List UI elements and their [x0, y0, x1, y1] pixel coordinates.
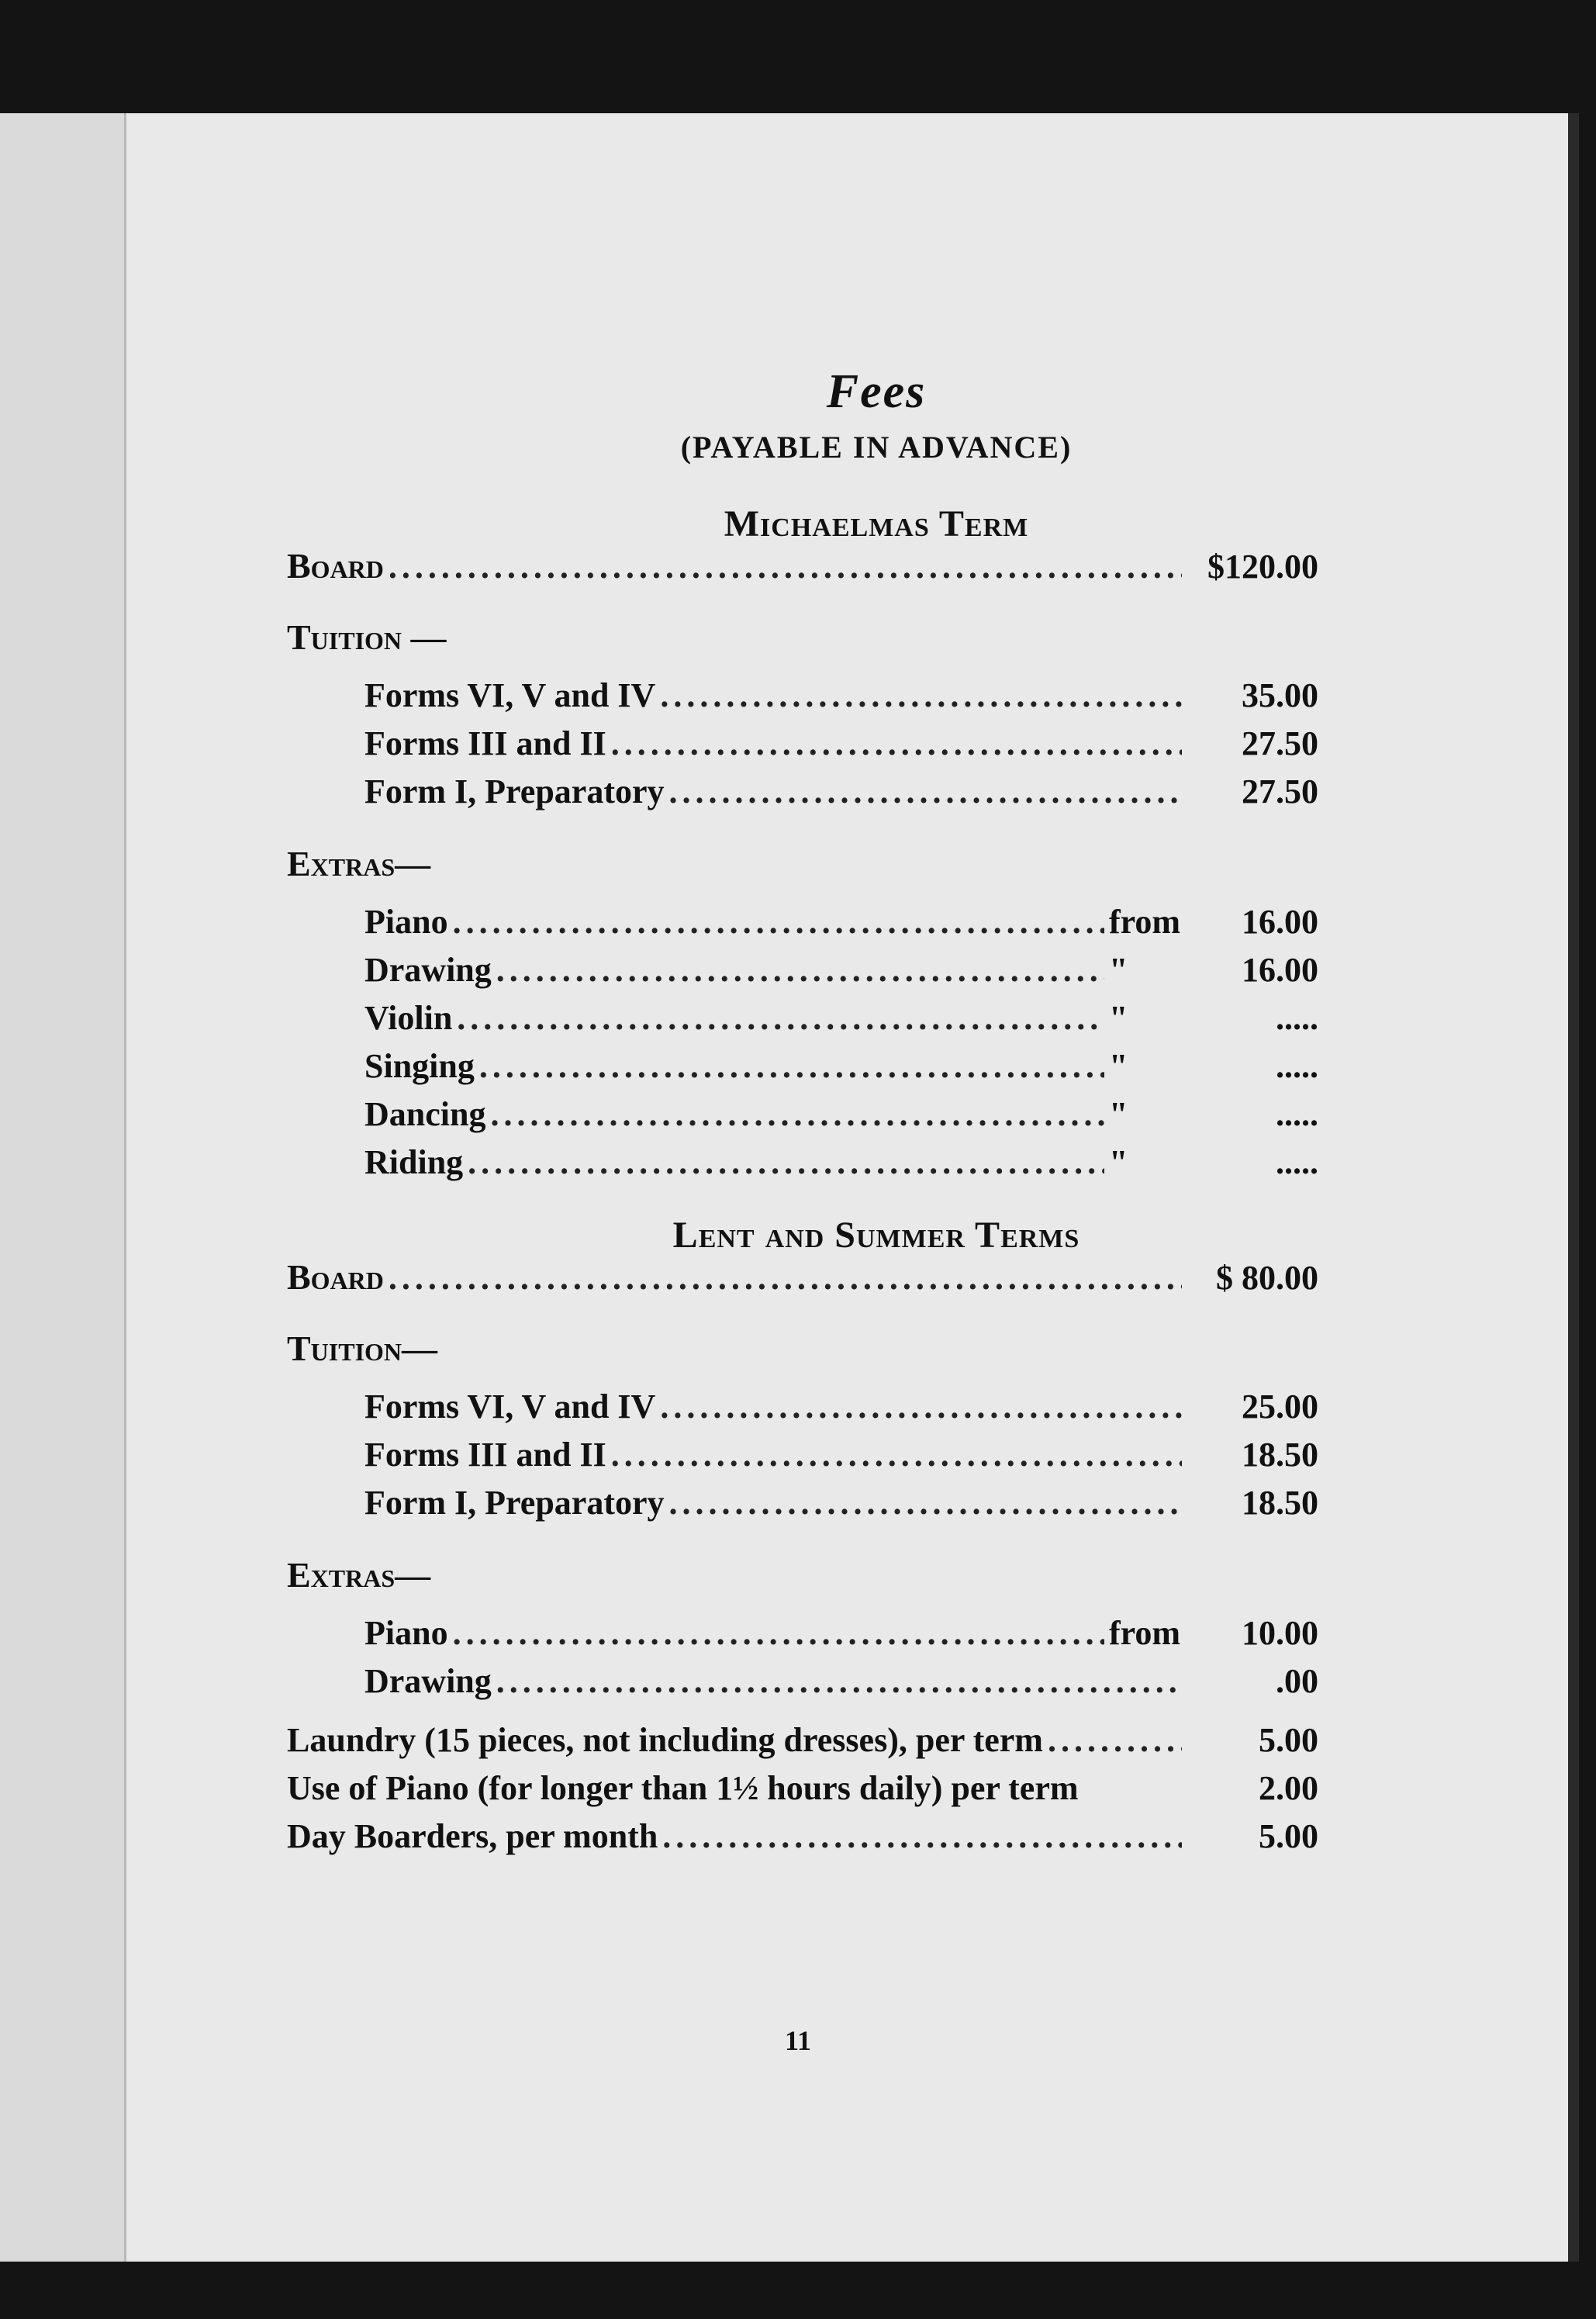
fee-amount: 5.00	[1259, 1817, 1318, 1855]
dot-leader	[468, 1142, 1104, 1182]
fee-amount: 25.00	[1242, 1388, 1318, 1426]
fee-note: "	[1109, 1095, 1128, 1133]
dot-leader	[611, 1435, 1182, 1474]
fee-label: Forms III and II	[364, 1436, 606, 1474]
fee-amount: .00	[1276, 1662, 1318, 1700]
fee-label: Forms VI, V and IV	[364, 1388, 656, 1426]
fee-amount: 27.50	[1242, 772, 1318, 810]
fee-amount: 5.00	[1259, 1721, 1318, 1759]
fee-row	[287, 1387, 1318, 1435]
fee-row	[287, 1435, 1318, 1483]
dot-leader	[660, 676, 1182, 715]
fee-label: Board	[287, 546, 384, 586]
michaelmas-tuition-label: Tuition —	[287, 617, 447, 657]
fee-row	[287, 1094, 1318, 1142]
fee-label: Board	[287, 1257, 384, 1297]
lent-summer-heading: Lent and Summer Terms	[672, 1215, 1080, 1256]
dot-leader	[490, 1094, 1104, 1134]
dot-leader	[611, 724, 1182, 763]
fee-row-laundry	[287, 1720, 1318, 1768]
fee-label: Laundry (15 pieces, not including dresses), per term	[287, 1721, 1043, 1759]
fee-label: Use of Piano (for longer than 1½ hours daily) per term	[287, 1769, 1079, 1807]
page-number: 11	[784, 2025, 811, 2056]
fee-label: Day Boarders, per month	[287, 1817, 658, 1855]
fee-label: Form I, Preparatory	[364, 772, 665, 810]
dot-leader	[496, 1661, 1182, 1701]
fee-row	[287, 950, 1318, 998]
dot-leader	[389, 547, 1182, 586]
lent-summer-tuition-label: Tuition—	[287, 1329, 438, 1368]
fee-row	[287, 902, 1318, 950]
fee-label: Drawing	[364, 1662, 492, 1700]
fee-row	[287, 724, 1318, 772]
fee-note: from	[1109, 903, 1181, 941]
fee-amount: 16.00	[1242, 903, 1318, 941]
michaelmas-extras-label: Extras—	[287, 844, 431, 883]
fee-label: Forms III and II	[364, 724, 606, 762]
page-title: Fees	[826, 365, 927, 418]
fee-row	[287, 1483, 1318, 1531]
book-gutter	[0, 113, 126, 2262]
fee-row	[287, 772, 1318, 820]
lent-summer-board-row	[287, 1256, 1318, 1305]
fee-row	[287, 1661, 1318, 1709]
fee-label: Violin	[364, 999, 453, 1037]
fee-amount: .....	[1276, 1095, 1318, 1133]
fee-row	[287, 676, 1318, 724]
fee-amount: 18.50	[1242, 1484, 1318, 1522]
fee-label: Form I, Preparatory	[364, 1484, 665, 1522]
fee-row	[287, 1613, 1318, 1661]
dot-leader	[1048, 1720, 1182, 1760]
fee-row-day-boarders	[287, 1816, 1318, 1865]
fee-amount: 27.50	[1242, 724, 1318, 762]
fee-row	[287, 998, 1318, 1046]
fee-amount: 18.50	[1242, 1436, 1318, 1474]
dot-leader	[660, 1387, 1182, 1426]
fee-label: Piano	[364, 1614, 448, 1652]
fee-note: "	[1109, 951, 1128, 989]
fee-amount: 2.00	[1259, 1769, 1318, 1807]
dot-leader	[457, 998, 1104, 1038]
fee-amount: $ 80.00	[1216, 1259, 1318, 1297]
fee-label: Drawing	[364, 951, 492, 989]
fee-row	[287, 1046, 1318, 1094]
fee-amount: .....	[1276, 1047, 1318, 1085]
dot-leader	[453, 902, 1104, 942]
dot-leader	[496, 950, 1104, 990]
lent-summer-extras-label: Extras—	[287, 1555, 431, 1595]
fee-row-piano-use	[287, 1768, 1318, 1816]
fee-amount: 35.00	[1242, 676, 1318, 714]
fee-note: "	[1109, 999, 1128, 1037]
fee-amount: 10.00	[1242, 1614, 1318, 1652]
fee-label: Singing	[364, 1047, 475, 1085]
fee-amount: .....	[1276, 1143, 1318, 1181]
fee-label: Piano	[364, 903, 448, 941]
dot-leader	[669, 772, 1182, 811]
fee-label: Forms VI, V and IV	[364, 676, 656, 714]
fee-label: Dancing	[364, 1095, 486, 1133]
page-subtitle: (PAYABLE IN ADVANCE)	[680, 430, 1073, 465]
fee-row	[287, 1142, 1318, 1191]
dot-leader	[669, 1483, 1182, 1522]
michaelmas-heading: Michaelmas Term	[724, 503, 1029, 544]
fee-amount: .....	[1276, 999, 1318, 1037]
michaelmas-board-row	[287, 545, 1318, 593]
fee-amount: $120.00	[1207, 548, 1318, 586]
fee-label: Riding	[364, 1143, 464, 1181]
dot-leader	[479, 1046, 1104, 1086]
fee-note: "	[1109, 1047, 1128, 1085]
fee-note: from	[1109, 1614, 1181, 1652]
dot-leader	[453, 1613, 1104, 1653]
fee-note: "	[1109, 1143, 1128, 1181]
fee-amount: 16.00	[1242, 951, 1318, 989]
dot-leader	[389, 1258, 1182, 1298]
dot-leader	[662, 1816, 1182, 1856]
fees-page-content	[287, 365, 1318, 1865]
